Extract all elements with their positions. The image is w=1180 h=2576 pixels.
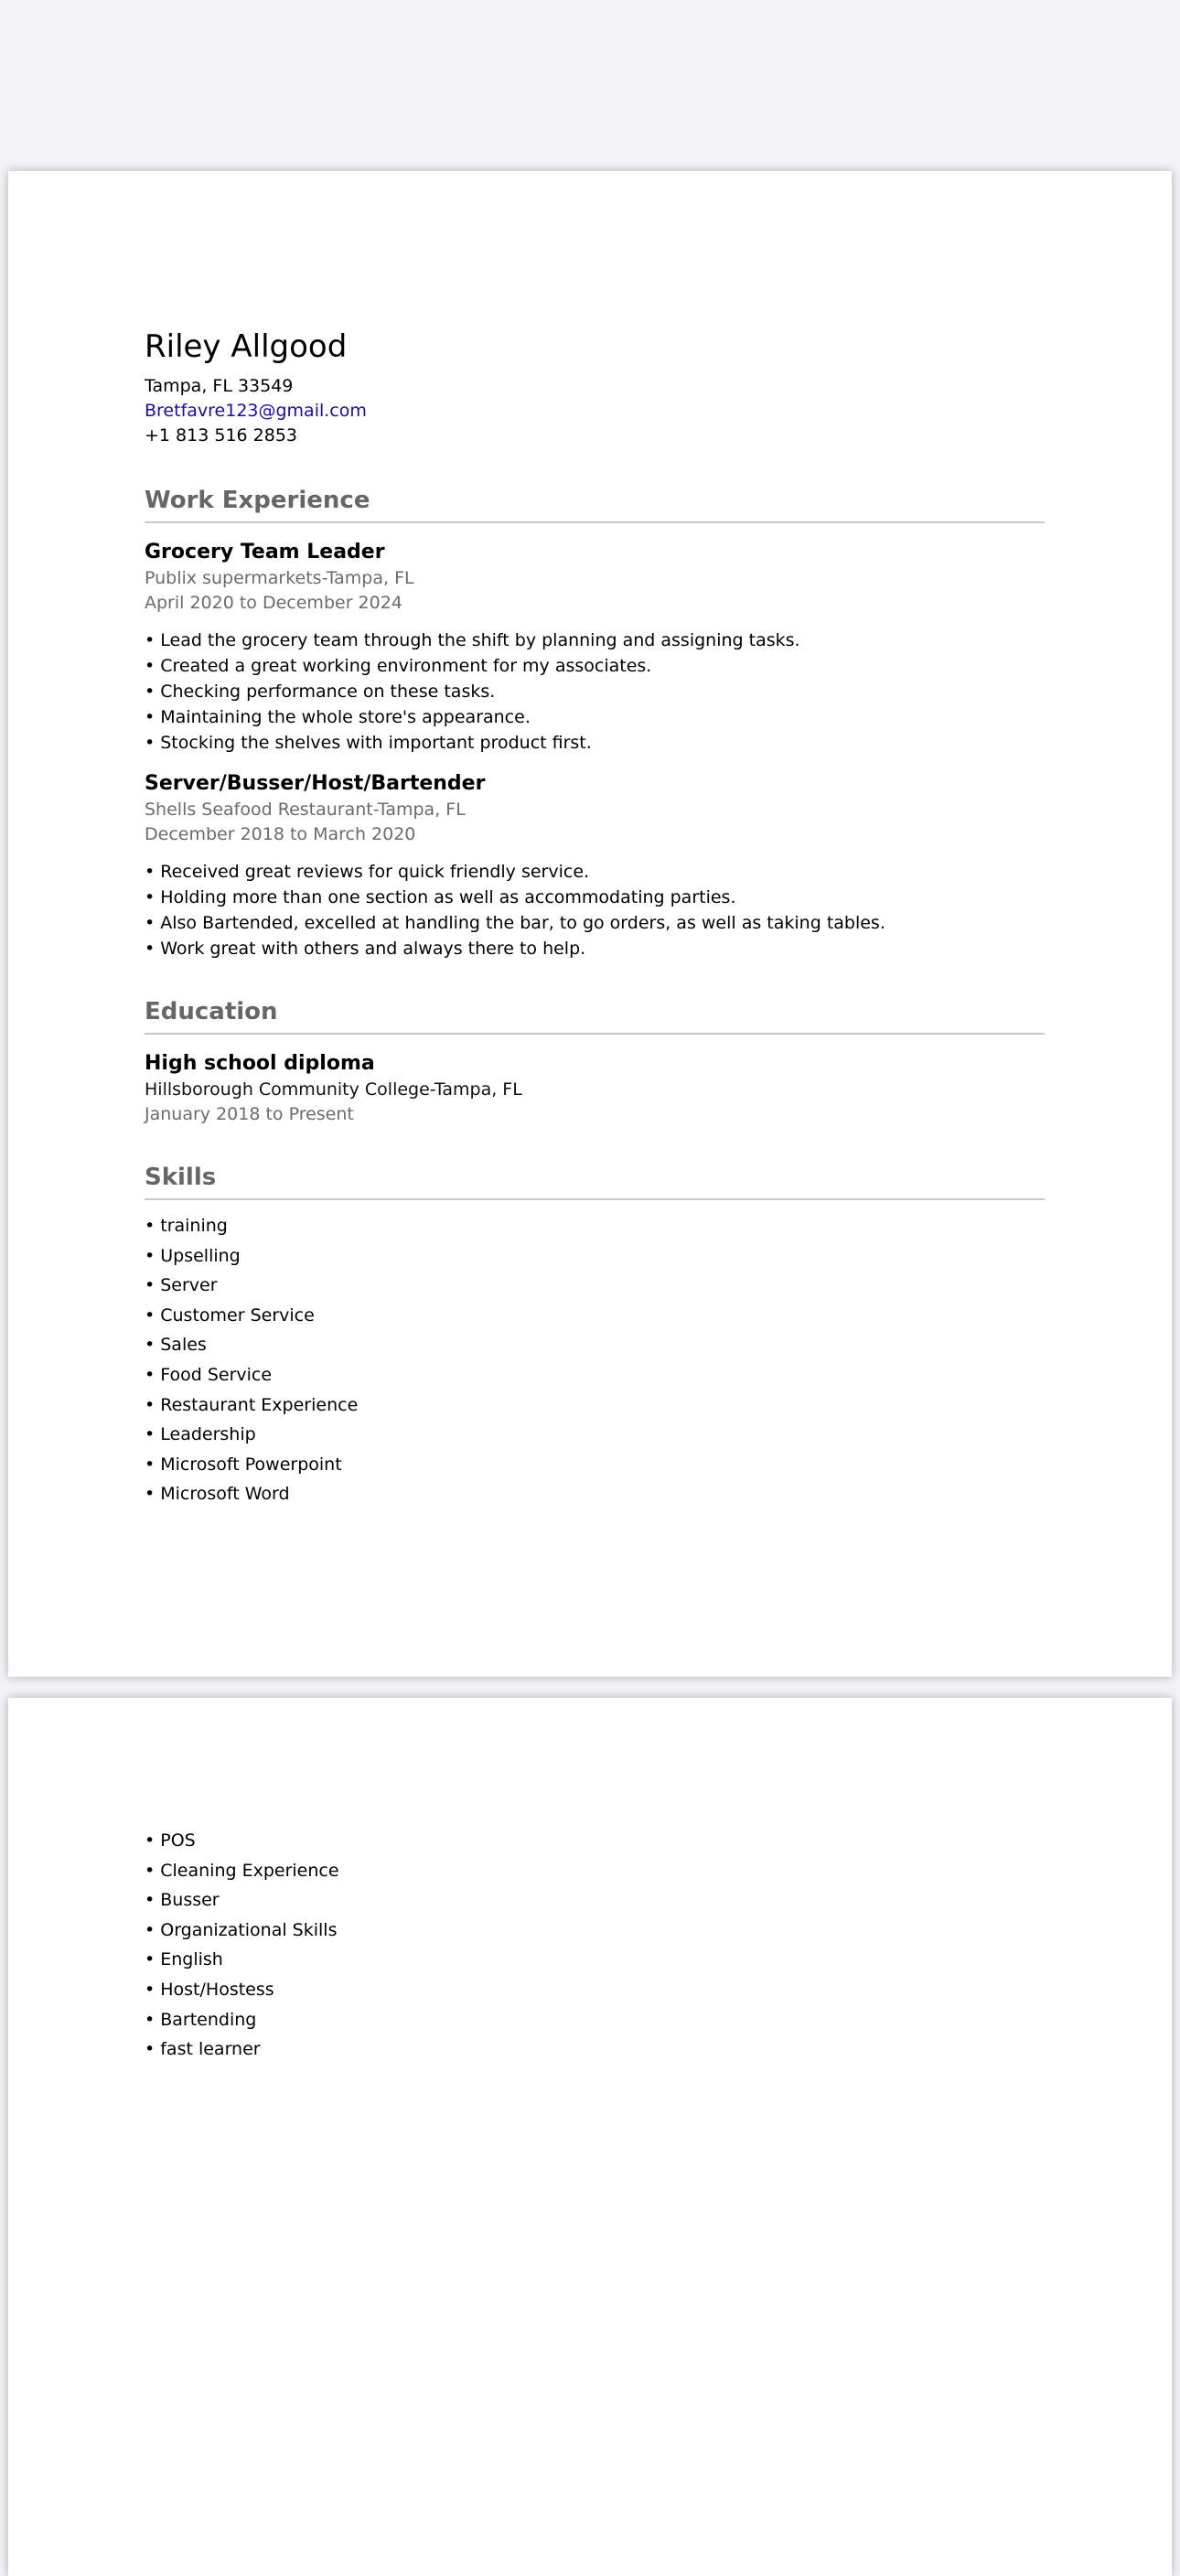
list-item: • Received great reviews for quick friendly service. [145,862,590,882]
skill-item: • Server [145,1275,218,1296]
work-experience-heading: Work Experience [145,485,1045,523]
skill-item: • POS [145,1830,196,1851]
skill-item: • Bartending [145,2009,257,2030]
resume-content [145,327,1045,1509]
company-name: Shells Seafood Restaurant [145,800,373,820]
job-title: Server/Busser/Host/Bartender [145,772,486,795]
phone: +1 813 516 2853 [145,425,298,445]
job-bullets [145,628,1045,756]
skill-item: • Food Service [145,1364,273,1385]
education-dates: January 2018 to Present [145,1104,354,1124]
degree-title: High school diploma [145,1052,375,1075]
skill-item: • English [145,1949,223,1970]
list-item: • Also Bartended, excelled at handling the bar, to go orders, as well as taking tables. [145,913,885,933]
location: Tampa, FL 33549 [145,376,294,396]
job-title: Grocery Team Leader [145,541,385,564]
education-entry [145,1050,1045,1127]
company-location: Tampa, FL [377,800,466,820]
company-location: Tampa, FL [326,568,414,588]
skill-item: • Restaurant Experience [145,1394,359,1415]
job-company: Shells Seafood Restaurant-Tampa, FL [145,800,466,820]
school-name: Hillsborough Community College-Tampa, FL [145,1079,522,1100]
skill-item: • Upselling [145,1245,241,1266]
list-item: • Lead the grocery team through the shift by planning and assigning tasks. [145,630,800,650]
skill-item: • training [145,1216,228,1236]
skills-list [145,1211,1045,1509]
company-name: Publix supermarkets [145,568,322,588]
list-item: • Stocking the shelves with important product first. [145,733,592,753]
skill-item: • Microsoft Word [145,1484,290,1505]
skill-item: • Customer Service [145,1304,315,1326]
job-bullets [145,859,1045,961]
education-heading: Education [145,996,1045,1035]
resume-name: Riley Allgood [145,328,348,365]
skill-item: • fast learner [145,2039,261,2060]
job-dates: April 2020 to December 2024 [145,593,402,613]
job-dates: December 2018 to March 2020 [145,824,416,844]
skill-item: • Busser [145,1890,220,1911]
list-item: • Work great with others and always there to help. [145,939,586,959]
skill-item: • Host/Hostess [145,1979,274,2000]
resume-page-2 [8,1698,1172,2576]
skills-heading: Skills [145,1162,1045,1200]
skill-item: • Cleaning Experience [145,1860,339,1881]
list-item: • Checking performance on these tasks. [145,682,496,702]
job-company: Publix supermarkets-Tampa, FL [145,568,414,588]
skill-item: • Microsoft Powerpoint [145,1454,342,1475]
job-entry [145,539,1045,756]
job-entry [145,770,1045,961]
list-item: • Created a great working environment for my associates. [145,656,652,676]
email-link[interactable]: Bretfavre123@gmail.com [145,401,367,421]
skills-list-continued [145,1826,1045,2065]
resume-content [145,1826,1045,2065]
skill-item: • Sales [145,1335,207,1356]
list-item: • Holding more than one section as well as accommodating parties. [145,887,736,907]
contact-block [145,374,1045,448]
list-item: • Maintaining the whole store's appearance. [145,707,531,727]
resume-page-1 [8,171,1172,1677]
skill-item: • Organizational Skills [145,1919,338,1940]
skill-item: • Leadership [145,1424,256,1445]
